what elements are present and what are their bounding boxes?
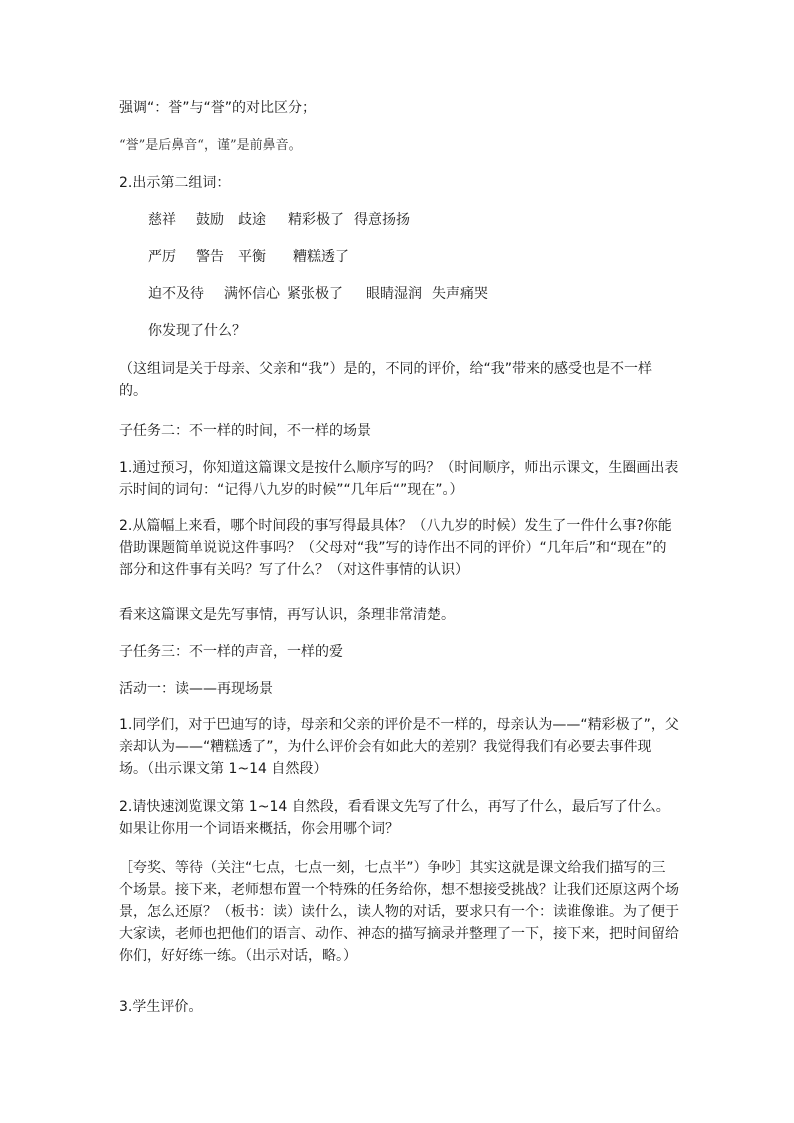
subtask-3-heading: 子任务三：不一样的声音，一样的爱 [119,644,343,660]
word: 歧途 [238,212,266,228]
paragraph-browse-question: 2.请快速浏览课文第 1~14 自然段，看看课文先写了什么，再写了什么，最后写了什么。如果让你用一个词语来概括，你会用哪个词？ [119,799,670,837]
emphasis-line: 强调“：誉”与“誉”的对比区分； [119,100,317,116]
step-3-heading: 3.学生评价。 [119,999,203,1015]
word: 精彩极了 [288,212,344,228]
word: 眼睛湿润 [366,286,422,302]
word: 严厉 [148,249,176,265]
paragraph-group-explanation: （这组词是关于母亲、父亲和“我”）是的，不同的评价，给“我”带来的感受也是不一样的。 [119,361,653,399]
word: 平衡 [238,249,266,265]
pronunciation-note: “誉”是后鼻音“，谨”是前鼻音。 [119,138,302,153]
word: 迫不及待 [148,286,204,302]
subtask-2-heading: 子任务二：不一样的时间，不一样的场景 [119,423,371,439]
word: 失声痛哭 [432,286,488,302]
paragraph-detail-question: 2.从篇幅上来看，哪个时间段的事写得最具体？（八九岁的时候）发生了一件什么事?你能借助课题简单说说这件事吗？（父母对“我”写的诗作出不同的评价）“几年后”和“现在”的部分和这件事有关吗？写了什么？（对这件事情的认识） [119,518,672,578]
structure-summary: 看来这篇课文是先写事情，再写认识，条理非常清楚。 [119,607,455,623]
word: 得意扬扬 [354,212,410,228]
step-2-heading: 2.出示第二组词： [119,175,231,191]
word: 满怀信心 [224,286,280,302]
word: 警告 [196,249,224,265]
word: 慈祥 [148,212,176,228]
paragraph-scenes-task: ［夸奖、等待（关注“七点，七点一刻，七点半”）争吵］其实这就是课文给我们描写的三个场景。接下来，老师想布置一个特殊的任务给你，想不想接受挑战？让我们还原这两个场景，怎么还原？（板书：读）读什么，读人物的对话，要求只有一个：读谁像谁。为了便于大家读，老师也把他们的语言、动作、神态的描写摘录并整理了一下，接下来，把时间留给你们，好好练一练。（出示对话，略。） [119,860,679,964]
word: 鼓励 [196,212,224,228]
question-line: 你发现了什么？ [148,323,246,339]
activity-1-heading: 活动一：读——再现场景 [119,681,273,697]
word: 紧张极了 [287,286,343,302]
paragraph-sequence-question: 1.通过预习，你知道这篇课文是按什么顺序写的吗？（时间顺序，师出示课文，生圈画出表示时间的词句：“记得八九岁的时候”“几年后“”现在”。） [119,460,679,498]
paragraph-evaluation-question: 1.同学们，对于巴迪写的诗，母亲和父亲的评价是不一样的，母亲认为——“精彩极了”，父亲却认为——“糟糕透了”，为什么评价会有如此大的差别？我觉得我们有必要去事件现场。（出示课文第 1~14 自然段） [119,717,679,777]
word: 糟糕透了 [293,249,349,265]
